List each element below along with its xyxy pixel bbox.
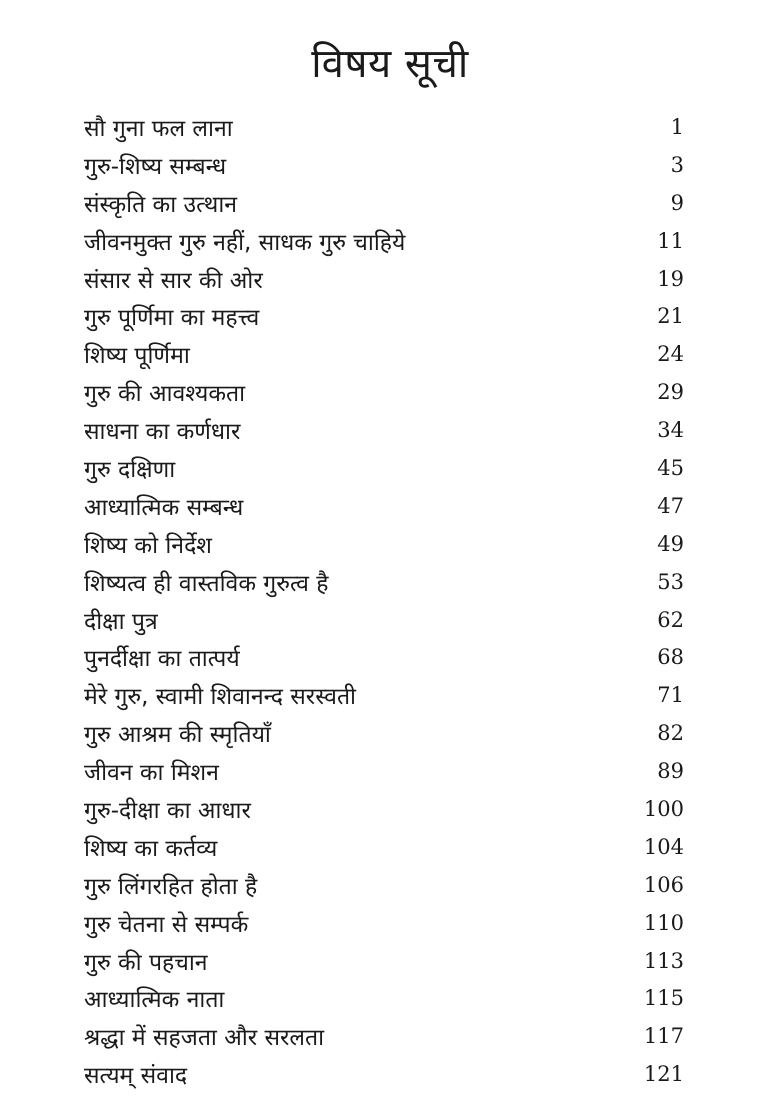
toc-entry-title: आध्यात्मिक सम्बन्ध — [84, 494, 244, 521]
toc-entry-title: गुरु लिंगरहित होता है — [84, 873, 258, 900]
toc-entry-title: गुरु की पहचान — [84, 949, 208, 976]
toc-entry-page-number: 1 — [670, 114, 684, 139]
toc-entry-page-number: 45 — [657, 455, 684, 480]
toc-entry-page-number: 24 — [657, 342, 684, 367]
toc-entry — [84, 676, 684, 714]
toc-entry-title: शिष्यत्व ही वास्तविक गुरुत्व है — [84, 570, 329, 597]
toc-entry-title: मेरे गुरु, स्वामी शिवानन्द सरस्वती — [84, 684, 357, 711]
toc-entry-title: शिष्य का कर्तव्य — [84, 835, 218, 862]
toc-entry — [84, 979, 684, 1017]
toc-entry-page-number: 53 — [657, 569, 684, 594]
toc-entry-page-number: 106 — [643, 872, 684, 897]
toc-entry-title: गुरु चेतना से सम्पर्क — [84, 911, 249, 938]
toc-entry — [84, 411, 684, 449]
toc-entry — [84, 752, 684, 790]
toc-entry-page-number: 3 — [670, 152, 684, 177]
page-title: विषय सूची — [311, 41, 469, 87]
toc-entry-page-number: 117 — [643, 1024, 684, 1049]
toc-entry-page-number: 68 — [657, 645, 684, 670]
toc-entry — [84, 487, 684, 525]
toc-entry — [84, 1055, 684, 1093]
toc-entry — [84, 1017, 684, 1055]
toc-entry-page-number: 82 — [657, 721, 684, 746]
toc-entry-title: जीवनमुक्त गुरु नहीं, साधक गुरु चाहिये — [84, 229, 406, 256]
toc-entry-page-number: 71 — [657, 683, 684, 708]
toc-entry-title: संसार से सार की ओर — [84, 267, 263, 294]
toc-entry — [84, 335, 684, 373]
toc-entry-page-number: 19 — [657, 266, 684, 291]
toc-entry-title: सौ गुना फल लाना — [84, 115, 233, 142]
toc-entry-page-number: 11 — [657, 228, 684, 253]
toc-entry-page-number: 34 — [657, 418, 684, 443]
toc-entry — [84, 601, 684, 639]
toc-entry-page-number: 21 — [657, 304, 684, 329]
toc-entry — [84, 638, 684, 676]
table-of-contents — [84, 108, 684, 1093]
toc-entry-page-number: 49 — [657, 531, 684, 556]
toc-entry — [84, 184, 684, 222]
toc-entry — [84, 260, 684, 298]
toc-entry-page-number: 29 — [657, 380, 684, 405]
toc-entry — [84, 866, 684, 904]
toc-entry-title: आध्यात्मिक नाता — [84, 987, 225, 1014]
toc-entry — [84, 108, 684, 146]
toc-entry — [84, 146, 684, 184]
toc-entry — [84, 790, 684, 828]
toc-entry-page-number: 104 — [643, 834, 684, 859]
toc-entry — [84, 904, 684, 942]
toc-entry-title: साधना का कर्णधार — [84, 419, 241, 446]
toc-entry-page-number: 113 — [643, 948, 684, 973]
toc-entry-page-number: 100 — [643, 796, 684, 821]
toc-entry-title: गुरु आश्रम की स्मृतियाँ — [84, 722, 271, 749]
toc-entry — [84, 222, 684, 260]
toc-entry-title: श्रद्धा में सहजता और सरलता — [84, 1025, 325, 1052]
toc-entry-title: सत्यम् संवाद — [84, 1063, 188, 1090]
toc-entry-page-number: 89 — [657, 759, 684, 784]
toc-entry-title: गुरु दक्षिणा — [84, 456, 176, 483]
toc-entry-title: गुरु-शिष्य सम्बन्ध — [84, 153, 227, 180]
toc-entry — [84, 563, 684, 601]
toc-entry-page-number: 47 — [657, 493, 684, 518]
toc-entry — [84, 942, 684, 980]
toc-entry-title: जीवन का मिशन — [84, 760, 219, 787]
toc-entry-title: गुरु-दीक्षा का आधार — [84, 797, 251, 824]
toc-entry-title: दीक्षा पुत्र — [84, 608, 158, 635]
toc-entry-title: शिष्य को निर्देश — [84, 532, 212, 559]
toc-entry-page-number: 62 — [657, 607, 684, 632]
toc-entry-title: पुनर्दीक्षा का तात्पर्य — [84, 646, 240, 673]
toc-entry — [84, 373, 684, 411]
toc-entry-title: शिष्य पूर्णिमा — [84, 343, 190, 370]
toc-entry-page-number: 110 — [643, 910, 684, 935]
toc-entry-title: संस्कृति का उत्थान — [84, 191, 238, 218]
toc-entry — [84, 449, 684, 487]
toc-entry — [84, 297, 684, 335]
toc-entry — [84, 714, 684, 752]
toc-entry-title: गुरु पूर्णिमा का महत्त्व — [84, 305, 260, 332]
toc-entry — [84, 525, 684, 563]
toc-entry-page-number: 115 — [643, 986, 684, 1011]
toc-entry-title: गुरु की आवश्यकता — [84, 381, 246, 408]
toc-entry-page-number: 121 — [643, 1062, 684, 1087]
toc-entry — [84, 828, 684, 866]
toc-entry-page-number: 9 — [670, 190, 684, 215]
